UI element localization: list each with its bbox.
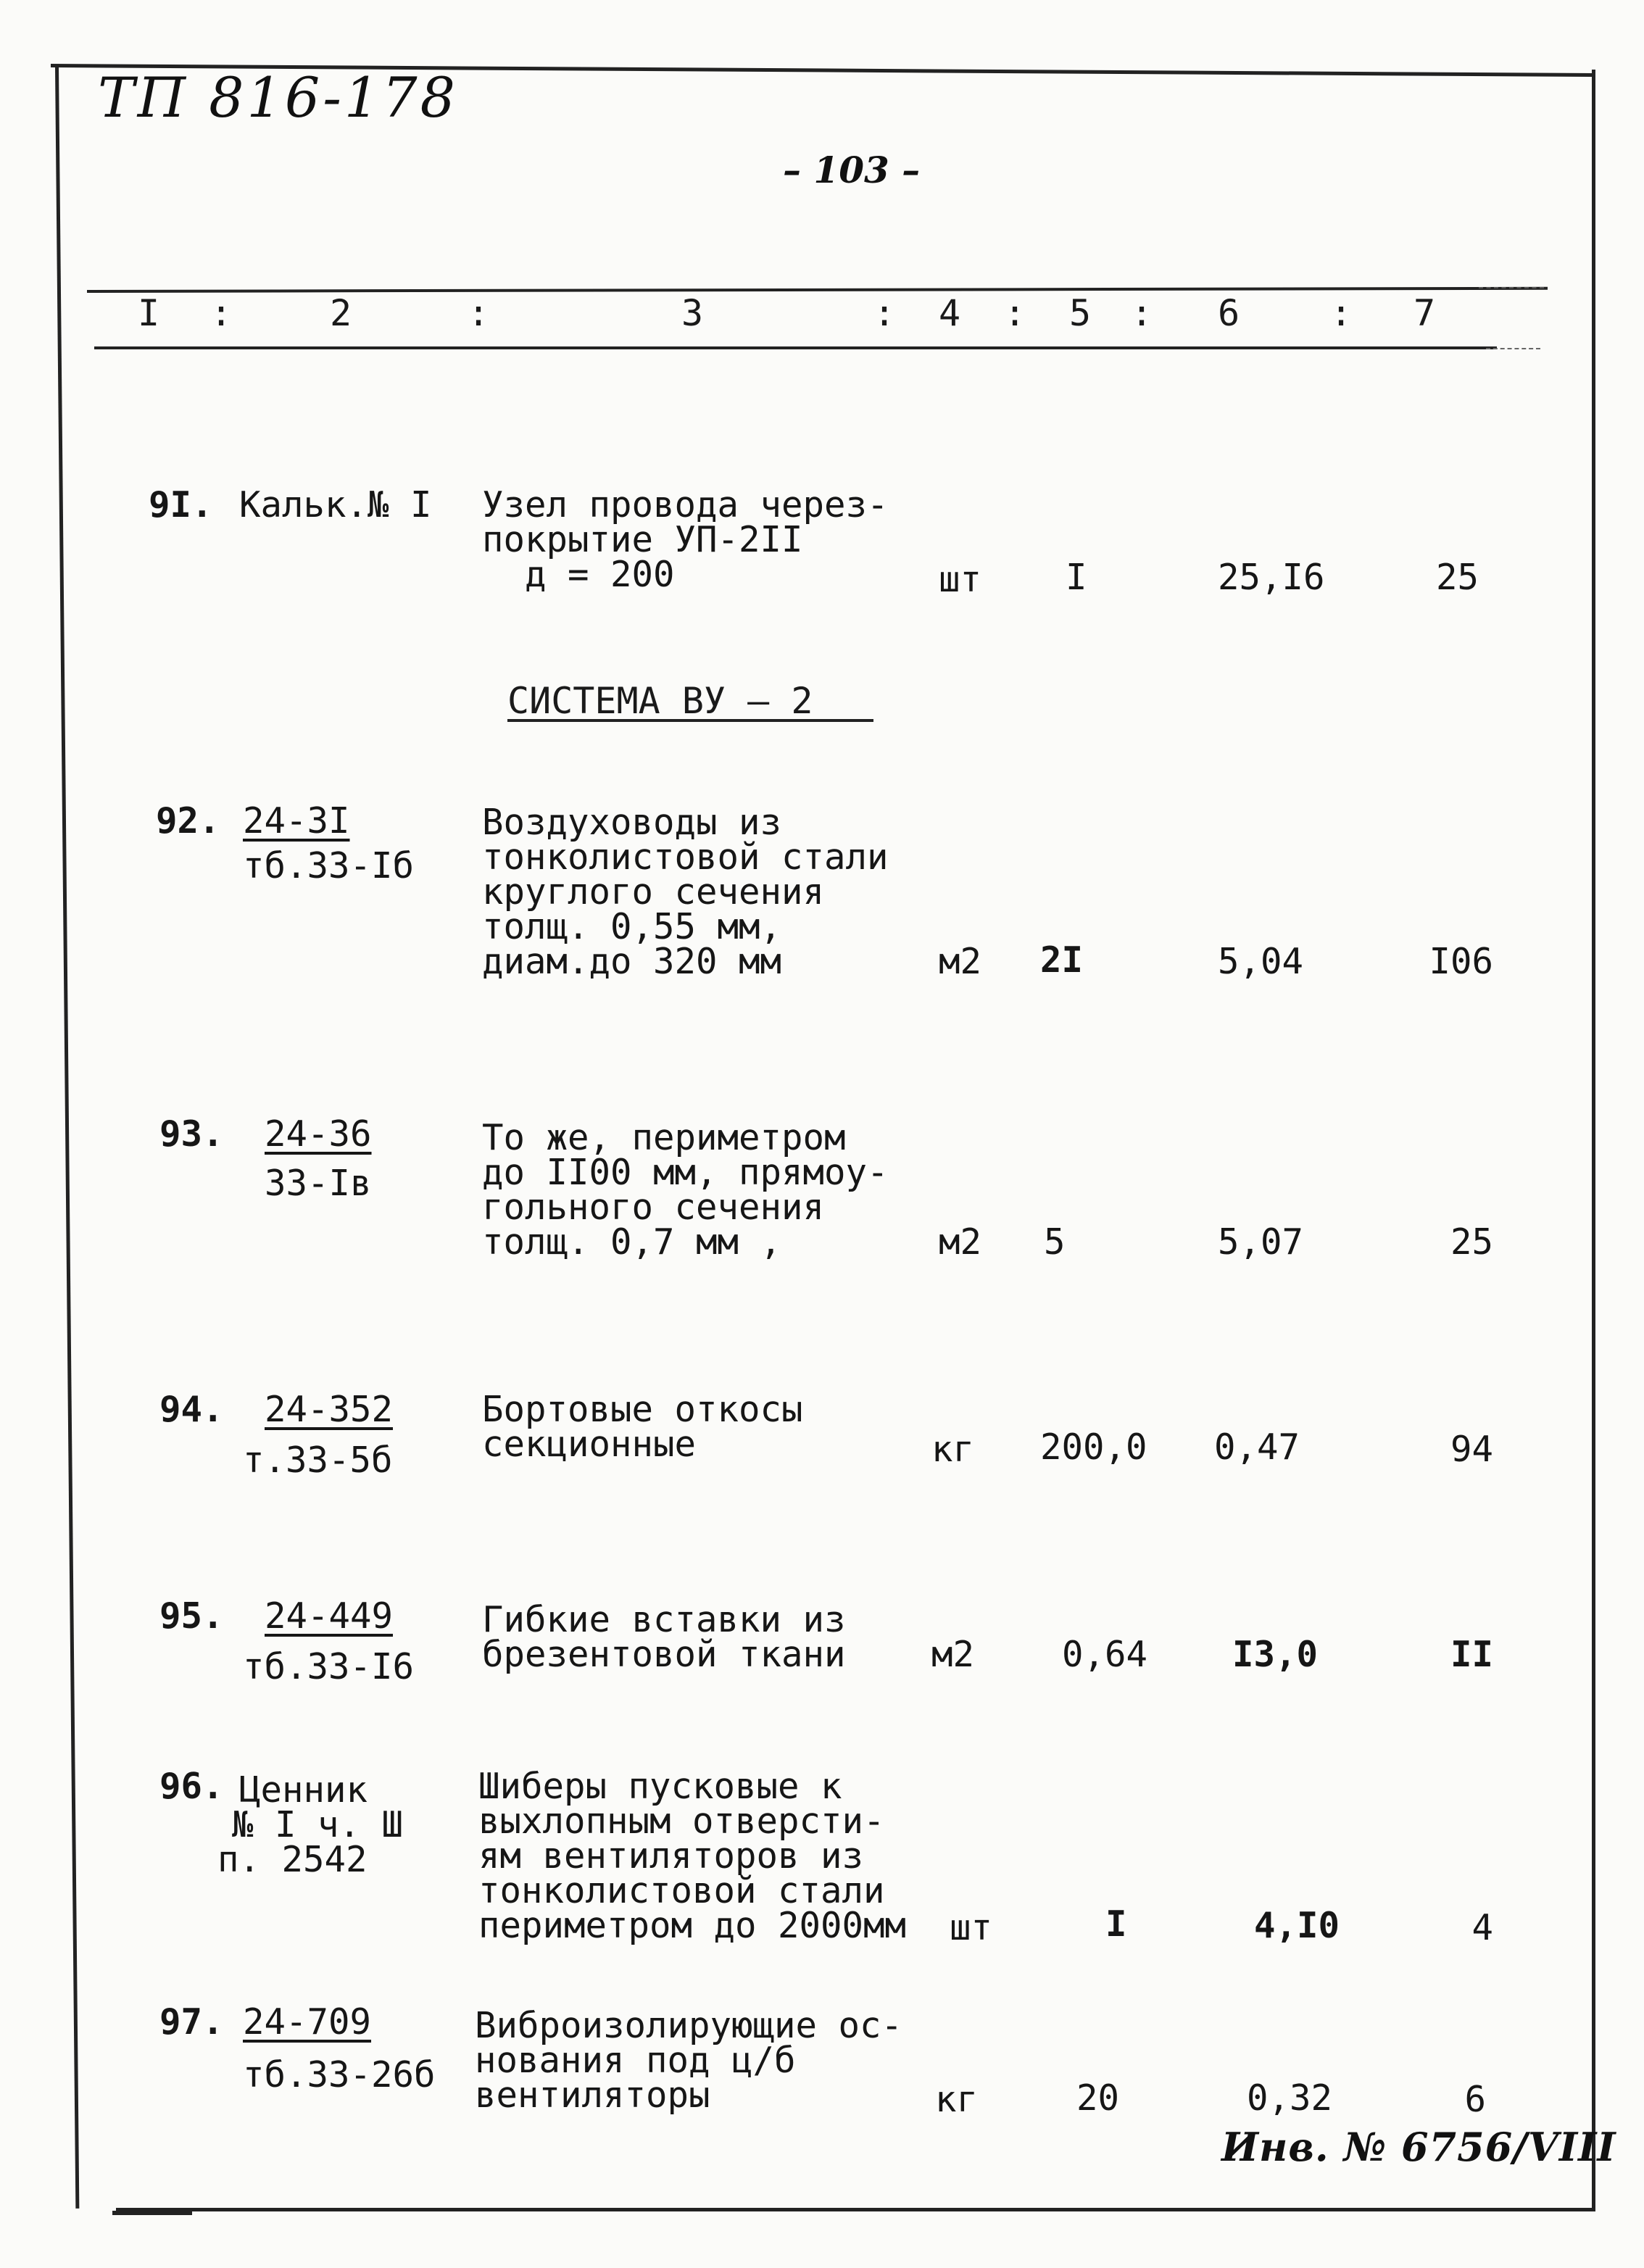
row-code: 24-449 <box>265 1595 394 1637</box>
row-code: № I ч. Ш <box>232 1804 404 1845</box>
row-price: 0,47 <box>1214 1426 1300 1468</box>
row-price: 5,04 <box>1218 941 1304 982</box>
row-description: тонколистовой стали <box>482 836 889 878</box>
frame-right-border <box>1592 70 1595 2211</box>
row-quantity: 200,0 <box>1040 1426 1147 1468</box>
row-description: То же, периметром <box>482 1117 846 1158</box>
row-description: Виброизолирующие ос- <box>475 2005 903 2046</box>
column-separator: : <box>1004 292 1026 334</box>
row-description: ям вентиляторов из <box>478 1835 864 1877</box>
row-description: до II00 мм, прямоу- <box>482 1152 889 1193</box>
row-price: 0,32 <box>1247 2077 1333 2119</box>
column-separator: : <box>468 292 490 334</box>
column-header-1: I <box>138 292 160 334</box>
row-number: 92. <box>156 800 220 842</box>
row-quantity: 0,64 <box>1062 1634 1148 1675</box>
row-total: 94 <box>1450 1429 1493 1470</box>
row-description: толщ. 0,7 мм , <box>482 1221 782 1263</box>
row-code: Ценник <box>239 1769 368 1811</box>
row-price: I3,0 <box>1232 1634 1319 1675</box>
inventory-number: Инв. № 6756/VIII <box>1221 2124 1616 2170</box>
frame-left-border <box>55 67 79 2209</box>
row-unit: м2 <box>939 1221 982 1263</box>
row-description: Бортовые откосы <box>482 1389 803 1430</box>
frame-bottom-border <box>116 2208 1595 2211</box>
row-description: выхлопным отверсти- <box>478 1800 885 1842</box>
document-code: ТП 816-178 <box>98 65 458 130</box>
row-code-table: 33-Iв <box>265 1163 372 1204</box>
row-code: 24-36 <box>265 1113 372 1155</box>
row-description: толщ. 0,55 мм, <box>482 906 782 947</box>
row-total: 25 <box>1435 557 1479 598</box>
row-code: Кальк.№ I <box>239 484 432 526</box>
column-header-5: 5 <box>1069 292 1092 334</box>
row-code-table: тб.33-I6 <box>243 1646 415 1687</box>
row-number: 96. <box>159 1766 224 1807</box>
row-description: вентиляторы <box>475 2074 710 2116</box>
row-description: Гибкие вставки из <box>482 1599 846 1640</box>
row-total: 25 <box>1450 1221 1493 1263</box>
row-code: 24-709 <box>243 2001 372 2043</box>
section-title-underline <box>507 719 873 722</box>
row-number: 95. <box>159 1595 224 1637</box>
frame-bottom-stub <box>112 2211 192 2215</box>
column-header-3: 3 <box>681 292 704 334</box>
column-separator: : <box>210 292 233 334</box>
column-header-7: 7 <box>1413 292 1436 334</box>
row-description: секционные <box>482 1424 697 1465</box>
column-separator: : <box>1131 292 1153 334</box>
row-code-table: тб.33-Iб <box>243 845 415 886</box>
column-header-6: 6 <box>1218 292 1240 334</box>
row-price: 5,07 <box>1218 1221 1304 1263</box>
row-quantity: 2I <box>1040 939 1084 981</box>
row-unit: кг <box>931 1429 975 1470</box>
column-separator: : <box>873 292 896 334</box>
row-number: 97. <box>159 2001 224 2043</box>
row-description: Шиберы пусковые к <box>478 1766 842 1807</box>
column-header-2: 2 <box>330 292 352 334</box>
row-code: 24-3I <box>243 800 350 842</box>
row-quantity: 20 <box>1076 2077 1120 2119</box>
row-description: брезентовой ткани <box>482 1634 846 1675</box>
page-number: – 103 – <box>783 149 921 191</box>
row-total: 6 <box>1464 2079 1486 2120</box>
row-description: Воздуховоды из <box>482 802 782 843</box>
row-unit: шт <box>939 559 982 600</box>
section-title: СИСТЕМА ВУ – 2 <box>507 680 813 722</box>
row-price: 4,I0 <box>1254 1905 1340 1946</box>
row-code-table: тб.33-26б <box>243 2054 436 2095</box>
column-separator: : <box>1330 292 1353 334</box>
row-number: 9I. <box>149 484 213 526</box>
row-unit: кг <box>935 2079 979 2120</box>
header-rule-top-extension <box>1479 287 1544 288</box>
row-number: 94. <box>159 1389 224 1430</box>
row-number: 93. <box>159 1113 224 1155</box>
row-quantity: 5 <box>1044 1221 1066 1263</box>
row-code-table: т.33-5б <box>243 1440 393 1481</box>
row-code: 24-352 <box>265 1389 394 1430</box>
row-total: 4 <box>1471 1907 1493 1948</box>
row-unit: шт <box>950 1907 993 1948</box>
row-price: 25,I6 <box>1218 557 1325 598</box>
row-description: д = 200 <box>482 554 675 595</box>
row-quantity: I <box>1105 1903 1127 1945</box>
header-rule-bottom <box>94 346 1497 349</box>
row-description: Узел провода через- <box>482 484 889 526</box>
row-description: покрытие УП-2II <box>482 519 803 560</box>
column-header-4: 4 <box>939 292 961 334</box>
row-description: гольного сечения <box>482 1187 825 1228</box>
row-description: круглого сечения <box>482 871 825 913</box>
row-quantity: I <box>1066 557 1087 598</box>
header-rule-top <box>87 287 1548 293</box>
header-rule-bottom-extension <box>1486 348 1540 349</box>
row-description: диам.до 320 мм <box>482 941 782 982</box>
row-code: п. 2542 <box>217 1839 368 1880</box>
row-total: II <box>1450 1634 1493 1675</box>
row-description: тонколистовой стали <box>478 1870 885 1911</box>
row-total: I06 <box>1429 941 1493 982</box>
row-unit: м2 <box>931 1634 975 1675</box>
row-description: нования под ц/б <box>475 2040 796 2081</box>
row-description: периметром до 2000мм <box>478 1905 907 1946</box>
row-unit: м2 <box>939 941 982 982</box>
